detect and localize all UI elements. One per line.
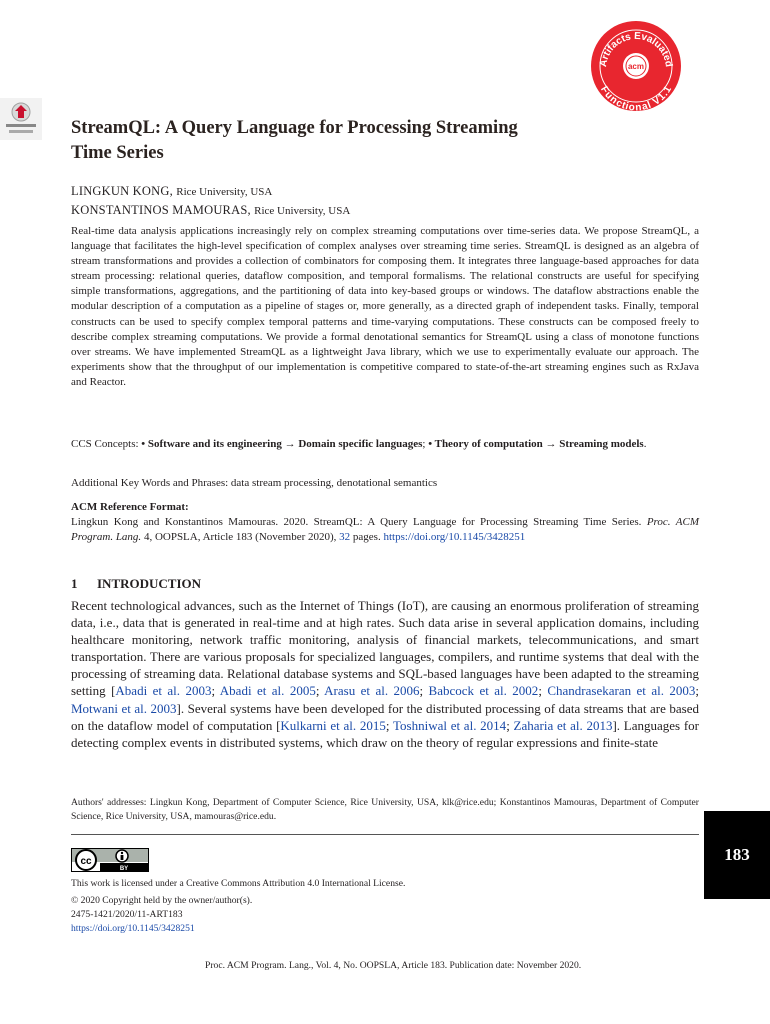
citation-link[interactable]: Chandrasekaran et al. 2003 [547, 683, 696, 699]
article-number-tab: 183 [704, 811, 770, 899]
citation-link[interactable]: Motwani et al. 2003 [71, 700, 177, 716]
badge-bottom-text: Functional V1.1 [598, 84, 674, 113]
check-for-updates-icon[interactable] [0, 98, 42, 140]
reference-journal: Proc. ACM Program. Lang. [71, 516, 699, 544]
section-heading [71, 576, 201, 592]
by-text: BY [119, 866, 129, 871]
page-footer: Proc. ACM Program. Lang., Vol. 4, No. OOPSLA, Article 183. Publication date: November 2020. [205, 960, 582, 971]
citation-link[interactable]: Zaharia et al. 2013 [513, 717, 613, 733]
reference-text: pages. [350, 531, 384, 544]
ccs-separator: ; [422, 438, 429, 450]
citation-link[interactable]: Abadi et al. 2003 [115, 683, 212, 699]
author-name: KONSTANTINOS MAMOURAS [71, 203, 248, 217]
citation-link[interactable]: Abadi et al. 2005 [219, 683, 316, 699]
intro-text: ; [315, 683, 325, 699]
intro-text: ]. Several systems have been developed for the distributed processing of data streams that are based on the dataflow model of computation [ [71, 700, 699, 733]
cc-by-license-icon[interactable] [71, 848, 149, 872]
intro-text: Recent technological advances, such as the Internet of Things (IoT), are causing an enormous proliferation of streaming data, i.e., data that is generated in real-time and at high rates. Such data arise in several application domains, including healthcare monitoring, network traffic monitoring, analysis of financial markets, telecommunications, and smart transportation. There are various proposals for specialized languages, compilers, and runtime systems that deal with the processing of streaming data. Relational database systems and SQL-based languages have been adapted to the streaming setting [ [71, 598, 699, 699]
ccs-concept-2: • Theory of computation → Streaming models [428, 438, 644, 450]
author-affiliation: Rice University, USA [176, 186, 273, 198]
intro-text: ; [538, 683, 548, 699]
ccs-end: . [643, 438, 647, 450]
intro-text: ; [385, 717, 393, 733]
artifacts-evaluated-badge [589, 19, 683, 113]
license-statement: This work is licensed under a Creative Commons Attribution 4.0 International License. [71, 878, 406, 889]
paper-title [71, 116, 671, 166]
ccs-concepts [71, 437, 699, 452]
introduction-paragraph [71, 597, 699, 751]
keywords: Additional Key Words and Phrases: data stream processing, denotational semantics [71, 477, 438, 489]
author-name: LINGKUN KONG [71, 184, 170, 198]
author-1: LINGKUN KONG, Rice University, USA [71, 184, 273, 198]
cc-text: cc [80, 856, 92, 867]
citation-link[interactable]: Babcock et al. 2002 [428, 683, 539, 699]
reference-format [71, 515, 699, 545]
reference-doi-link[interactable]: https://doi.org/10.1145/3428251 [383, 531, 526, 544]
intro-text: ; [211, 683, 220, 699]
paper-title-line-1: StreamQL: A Query Language for Processing Streaming [71, 118, 518, 138]
badge-top-text: Artifacts Evaluated [597, 30, 675, 68]
abstract: Real-time data analysis applications increasingly rely on complex streaming computations over time-series data. We propose StreamQL, a language that facilitates the high-level specification of complex analyses over streaming time series. StreamQL is designed as an algebra of stream transformations and provides a collection of combinators for composing them. It integrates three language-based approaches for data stream processing: relational queries, dataflow composition, and temporal formalisms. The relational constructs are useful for specifying simple transformations, aggregations, and the partitioning of data into key-based groups or windows. The dataflow abstractions enable the modular description of a computation as a pipeline of stages or, more generally, as a directed graph of independent tasks. Finally, temporal constructs can be used to specify complex temporal patterns and time-varying computations. These constructs can be composed freely to describe complex streaming computations. We provide a formal denotational semantics for StreamQL using a class of monotone functions over streams. We have implemented StreamQL as a lightweight Java library, which we use to experimentally evaluate our approach. The experiments show that the throughput of our implementation is competitive compared to state-of-the-art streaming engines such as RxJava and Reactor. [71, 225, 699, 388]
doi-link[interactable]: https://doi.org/10.1145/3428251 [71, 923, 195, 934]
reference-format-heading: ACM Reference Format: [71, 501, 189, 513]
intro-text: ; [506, 717, 514, 733]
section-number: 1 [71, 576, 78, 591]
intro-text: ]. Languages for detecting complex events in distributed systems, which draw on the theory of regular expressions and finite-state [71, 717, 699, 750]
reference-text: 4, OOPSLA, Article 183 (November 2020), [141, 531, 340, 544]
copyright: © 2020 Copyright held by the owner/author(s). [71, 895, 253, 906]
intro-text: ; [419, 683, 429, 699]
divider [71, 834, 699, 835]
citation-link[interactable]: Kulkarni et al. 2015 [280, 717, 386, 733]
section-title: INTRODUCTION [97, 576, 202, 591]
intro-text: ; [695, 683, 699, 699]
badge-center-text: acm [627, 62, 645, 71]
authors-addresses: Authors' addresses: Lingkun Kong, Department of Computer Science, Rice University, USA, klk@rice.edu; Konstantinos Mamouras, Department of Computer Science, Rice University, USA, mamouras@rice.edu. [71, 797, 699, 822]
ccs-concept-1: • Software and its engineering → Domain specific languages [141, 438, 423, 450]
issn: 2475-1421/2020/11-ART183 [71, 909, 183, 920]
pages-link[interactable]: 32 [339, 531, 351, 544]
paper-title-line-2: Time Series [71, 143, 164, 163]
author-2: KONSTANTINOS MAMOURAS, Rice University, USA [71, 203, 351, 217]
ccs-prefix: CCS Concepts: [71, 438, 142, 450]
reference-text: Lingkun Kong and Konstantinos Mamouras. 2020. StreamQL: A Query Language for Processing Streaming Time Series. [71, 516, 647, 528]
citation-link[interactable]: Toshniwal et al. 2014 [392, 717, 507, 733]
author-affiliation: Rice University, USA [254, 205, 351, 217]
citation-link[interactable]: Arasu et al. 2006 [324, 683, 420, 699]
